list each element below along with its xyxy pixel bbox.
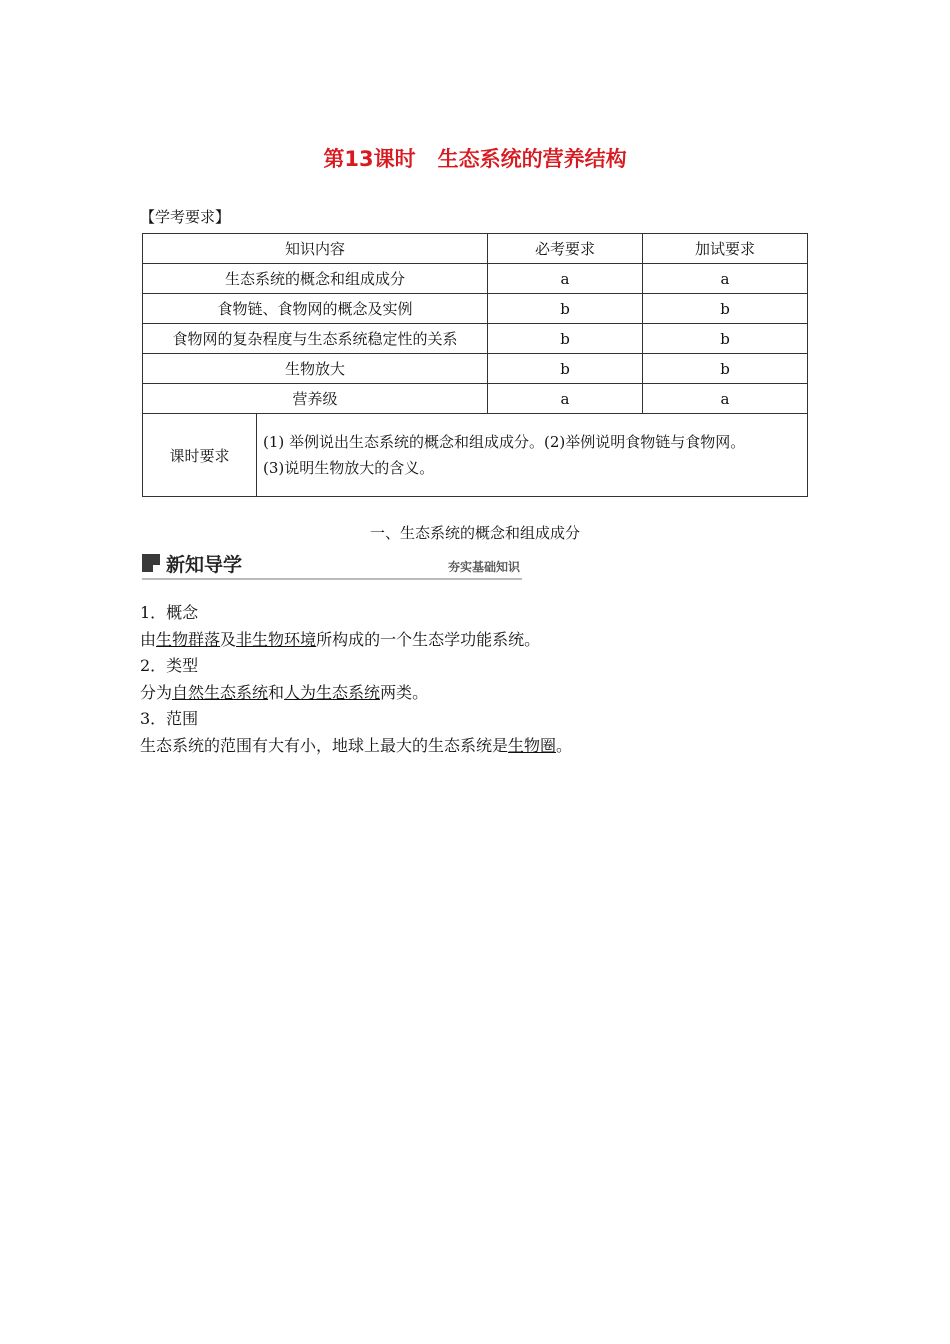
table-row [143, 384, 808, 414]
text-run: 由 [140, 629, 157, 649]
content-body [140, 600, 820, 759]
underlined-term: 人为生态系统 [284, 682, 381, 702]
underlined-term: 非生物环境 [236, 629, 317, 649]
row-required: a [488, 264, 643, 294]
text-run: 。 [556, 735, 573, 755]
row-topic: 食物网的复杂程度与生态系统稳定性的关系 [143, 324, 488, 354]
underlined-term: 自然生态系统 [172, 682, 269, 702]
banner-title: 新知导学 [166, 554, 243, 576]
row-topic: 营养级 [143, 384, 488, 414]
row-advanced: a [643, 264, 808, 294]
banner-subtitle: 夯实基础知识 [447, 560, 520, 574]
page-title [0, 143, 950, 173]
row-advanced: b [643, 354, 808, 384]
text-run: 生态系统的范围有大有小，地球上最大的生态系统是 [140, 735, 509, 755]
header-knowledge: 知识内容 [143, 234, 488, 264]
row-required: b [488, 294, 643, 324]
table-row [143, 294, 808, 324]
requirements-label: 【学考要求】 [140, 208, 231, 226]
text-run: 所构成的一个生态学功能系统。 [316, 629, 541, 649]
lesson-requirement-line: (1) 举例说出生态系统的概念和组成成分。(2)举例说明食物链与食物网。 [263, 433, 746, 451]
table-header-row [143, 234, 808, 264]
text-run: 两类。 [380, 682, 429, 702]
table-row [143, 324, 808, 354]
square-icon [142, 554, 160, 572]
row-required: b [488, 324, 643, 354]
item-heading: 3．范围 [140, 709, 199, 728]
table-row [143, 264, 808, 294]
item-heading: 2．类型 [140, 656, 199, 675]
row-advanced: a [643, 384, 808, 414]
row-topic: 生态系统的概念和组成成分 [143, 264, 488, 294]
lesson-requirement-row [143, 414, 808, 497]
item-text [140, 733, 820, 760]
text-run: 分为 [140, 682, 173, 702]
row-topic: 食物链、食物网的概念及实例 [143, 294, 488, 324]
row-advanced: b [643, 294, 808, 324]
lesson-requirement-line: (3)说明生物放大的含义。 [263, 459, 435, 477]
header-advanced: 加试要求 [643, 234, 808, 264]
underlined-term: 生物圈 [508, 735, 557, 755]
section-heading: 一、生态系统的概念和组成成分 [369, 524, 580, 542]
section-banner [142, 550, 522, 580]
row-topic: 生物放大 [143, 354, 488, 384]
row-required: a [488, 384, 643, 414]
requirements-table [142, 233, 808, 497]
table-row [143, 354, 808, 384]
lesson-requirement-text [257, 414, 808, 497]
item-text [140, 680, 820, 707]
text-run: 和 [268, 682, 285, 702]
underlined-term: 生物群落 [156, 629, 221, 649]
text-run: 及 [220, 629, 237, 649]
row-required: b [488, 354, 643, 384]
item-heading: 1．概念 [140, 603, 199, 622]
item-text [140, 627, 820, 654]
lesson-number: 第13课时 [323, 147, 416, 171]
row-advanced: b [643, 324, 808, 354]
header-required: 必考要求 [488, 234, 643, 264]
lesson-requirement-label: 课时要求 [143, 414, 257, 497]
lesson-topic: 生态系统的营养结构 [437, 147, 627, 171]
